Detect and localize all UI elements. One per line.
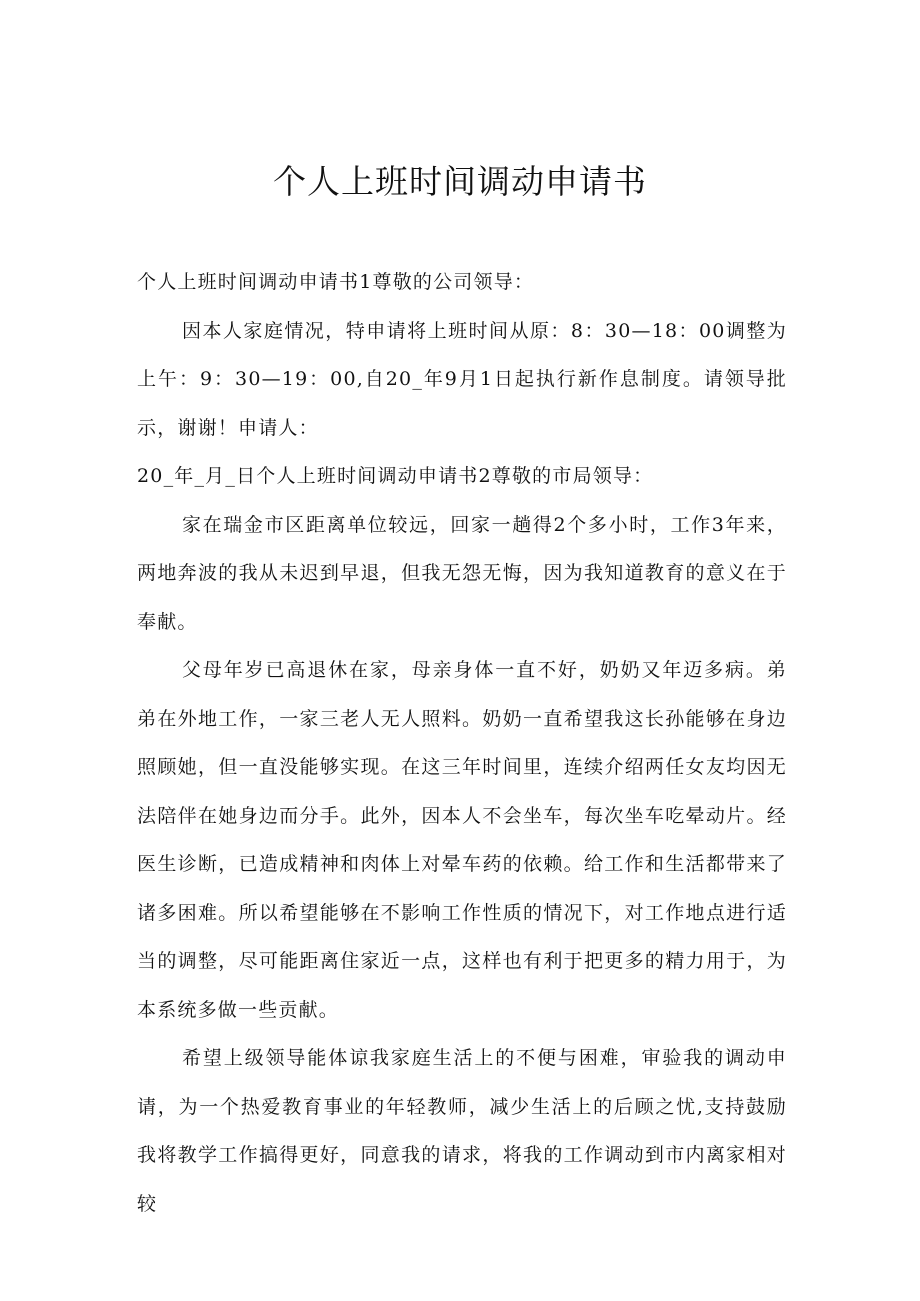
paragraph-hope: 希望上级领导能体谅我家庭生活上的不便与困难，审验我的调动申请，为一个热爱教育事业的年轻教师，减少生活上的后顾之忧,支持鼓励我将教学工作搞得更好，同意我的请求，将我的工作调动到市内离家相对较: [137, 1047, 787, 1215]
paragraph-salutation-1: 个人上班时间调动申请书1尊敬的公司领导：: [137, 271, 535, 293]
paragraph-salutation-2: 20_年_月_日个人上班时间调动申请书2尊敬的市局领导：: [137, 465, 654, 487]
paragraph-commute: 家在瑞金市区距离单位较远，回家一趟得2个多小时，工作3年来，两地奔波的我从未迟到早退，但我无怨无悔，因为我知道教育的意义在于奉献。: [137, 513, 787, 633]
document-title: 个人上班时间调动申请书: [273, 162, 647, 201]
document-body: [137, 258, 787, 1228]
paragraph-family: 父母年岁已高退休在家，母亲身体一直不好，奶奶又年迈多病。弟弟在外地工作，一家三老人无人照料。奶奶一直希望我这长孙能够在身边照顾她，但一直没能够实现。在这三年时间里，连续介绍两任女友均因无法陪伴在她身边而分手。此外，因本人不会坐车，每次坐车吃晕动片。经医生诊断，已造成精神和肉体上对晕车药的依赖。给工作和生活都带来了诸多困难。所以希望能够在不影响工作性质的情况下，对工作地点进行适当的调整，尽可能距离住家近一点，这样也有利于把更多的精力用于，为本系统多做一些贡献。: [137, 659, 787, 1021]
paragraph-request-1: 因本人家庭情况，特申请将上班时间从原：8：30—18：00调整为上午：9：30—19：00,自20_年9月1日起执行新作息制度。请领导批示，谢谢！申请人：: [137, 319, 787, 439]
